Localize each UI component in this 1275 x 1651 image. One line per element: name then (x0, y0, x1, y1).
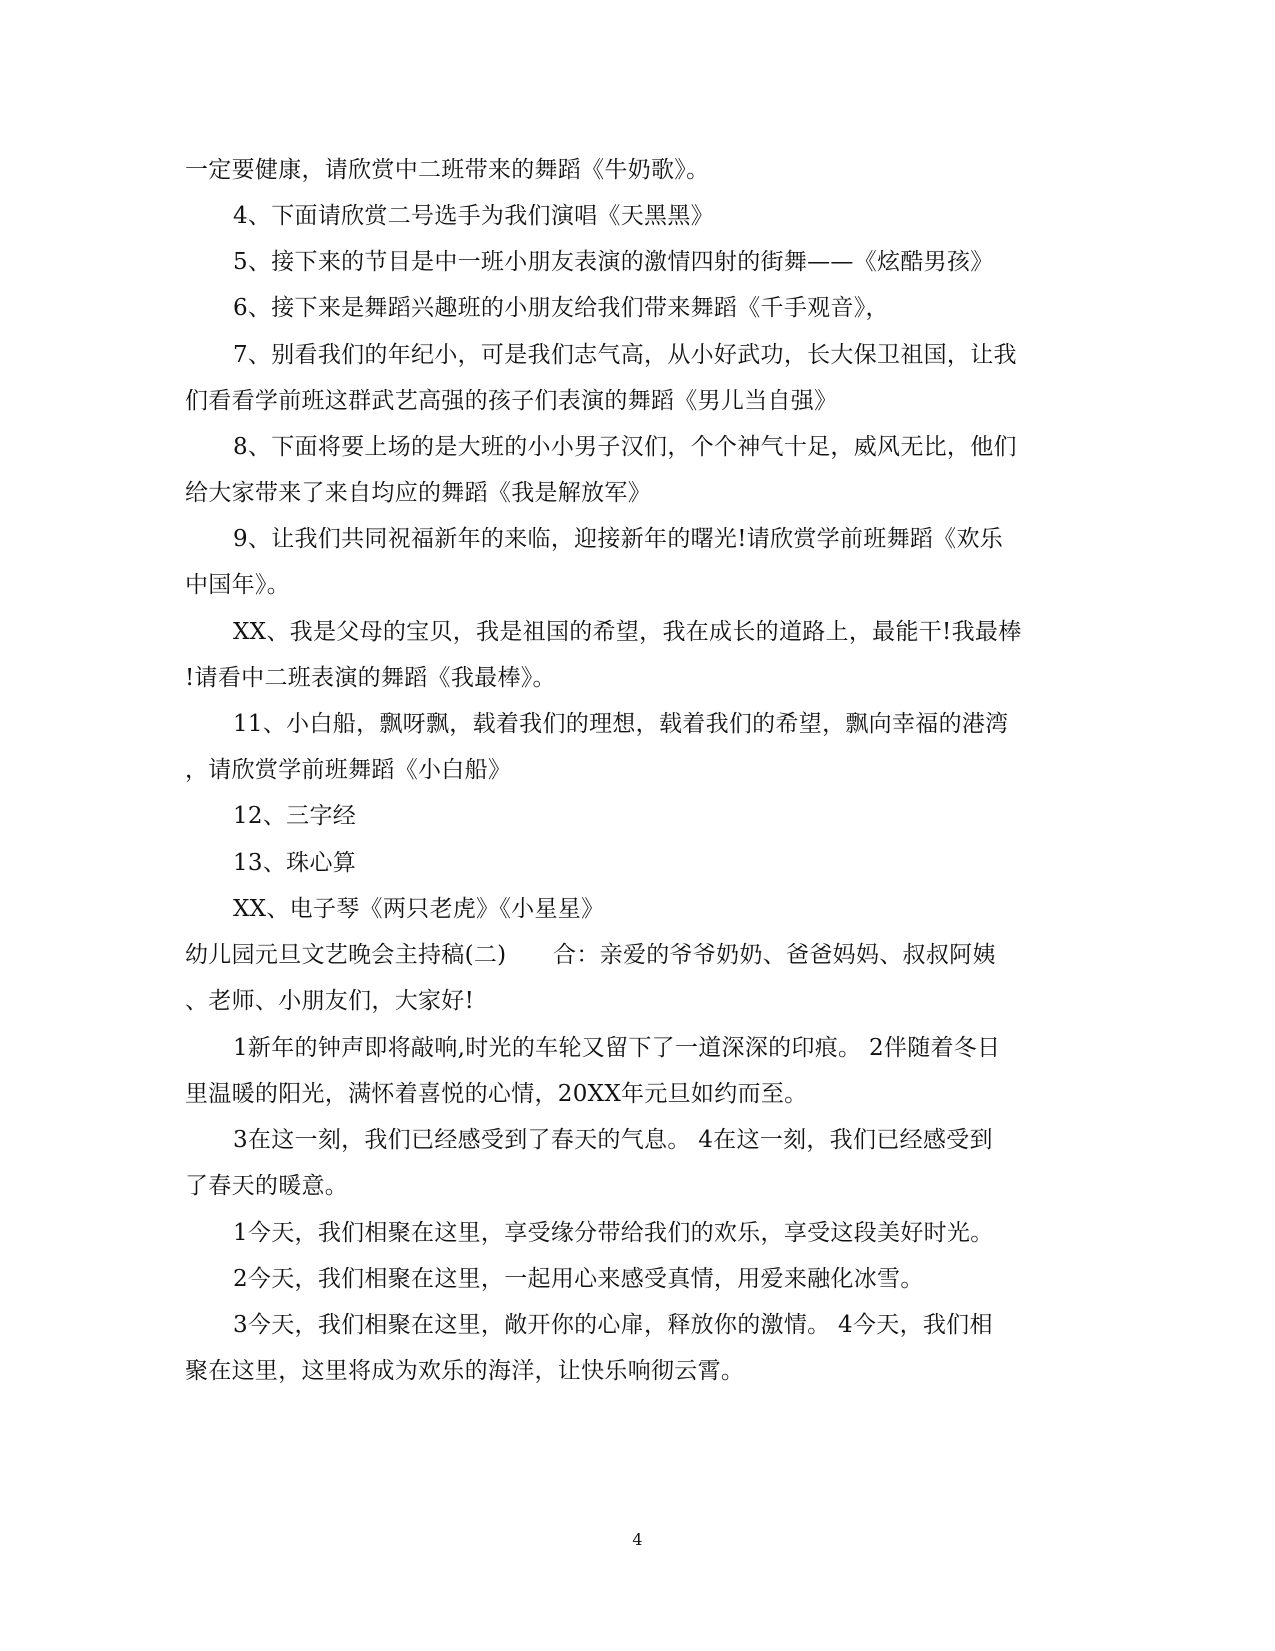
text-line: XX、电子琴《两只老虎》《小星星》 (233, 896, 605, 922)
text-line: 中国年》。 (185, 572, 290, 598)
text-line: 了春天的暖意。 (185, 1173, 349, 1199)
text-line: !请看中二班表演的舞蹈《我最棒》。 (185, 665, 556, 691)
text-line: 7、别看我们的年纪小，可是我们志气高，从小好武功，长大保卫祖国，让我 (233, 342, 1017, 368)
text-line: 3今天，我们相聚在这里，敞开你的心扉，释放你的激情。 4今天，我们相 (233, 1312, 993, 1338)
text-line: 2今天，我们相聚在这里，一起用心来感受真情，用爱来融化冰雪。 (233, 1266, 924, 1292)
text-line: 8、下面将要上场的是大班的小小男子汉们，个个神气十足，威风无比，他们 (233, 434, 1017, 460)
text-line: 给大家带来了来自均应的舞蹈《我是解放军》 (185, 480, 651, 506)
text-line: 11、小白船，飘呀飘，载着我们的理想，载着我们的希望，飘向幸福的港湾 (233, 711, 1009, 737)
text-line: 1新年的钟声即将敲响,时光的车轮又留下了一道深深的印痕。 2伴随着冬日 (233, 1035, 1001, 1061)
text-line: 9、让我们共同祝福新年的来临，迎接新年的曙光!请欣赏学前班舞蹈《欢乐 (233, 526, 1004, 552)
text-line: 幼儿园元旦文艺晚会主持稿(二) 合：亲爱的爷爷奶奶、爸爸妈妈、叔叔阿姨 (185, 942, 996, 968)
text-line: XX、我是父母的宝贝，我是祖国的希望，我在成长的道路上，最能干!我最棒 (233, 619, 1022, 645)
text-line: 里温暖的阳光，满怀着喜悦的心情，20XX年元旦如约而至。 (185, 1081, 808, 1107)
text-line: 们看看学前班这群武艺高强的孩子们表演的舞蹈《男儿当自强》 (185, 388, 838, 414)
text-line: 12、三字经 (233, 803, 357, 829)
text-line: 6、接下来是舞蹈兴趣班的小朋友给我们带来舞蹈《千手观音》， (233, 295, 889, 321)
text-line: 3在这一刻，我们已经感受到了春天的气息。 4在这一刻，我们已经感受到 (233, 1127, 993, 1153)
text-line: 4、下面请欣赏二号选手为我们演唱《天黑黑》 (233, 203, 714, 229)
text-line: 、老师、小朋友们，大家好! (185, 988, 475, 1014)
page-number: 4 (632, 1530, 643, 1549)
text-line: 1今天，我们相聚在这里，享受缘分带给我们的欢乐，享受这段美好时光。 (233, 1220, 994, 1246)
text-line: 13、珠心算 (233, 850, 357, 876)
text-line: 5、接下来的节目是中一班小朋友表演的激情四射的街舞——《炫酷男孩》 (233, 249, 994, 275)
text-line: 聚在这里，这里将成为欢乐的海洋，让快乐响彻云霄。 (185, 1358, 745, 1384)
text-line: 一定要健康，请欣赏中二班带来的舞蹈《牛奶歌》。 (185, 157, 710, 183)
text-line: ，请欣赏学前班舞蹈《小白船》 (185, 757, 512, 783)
